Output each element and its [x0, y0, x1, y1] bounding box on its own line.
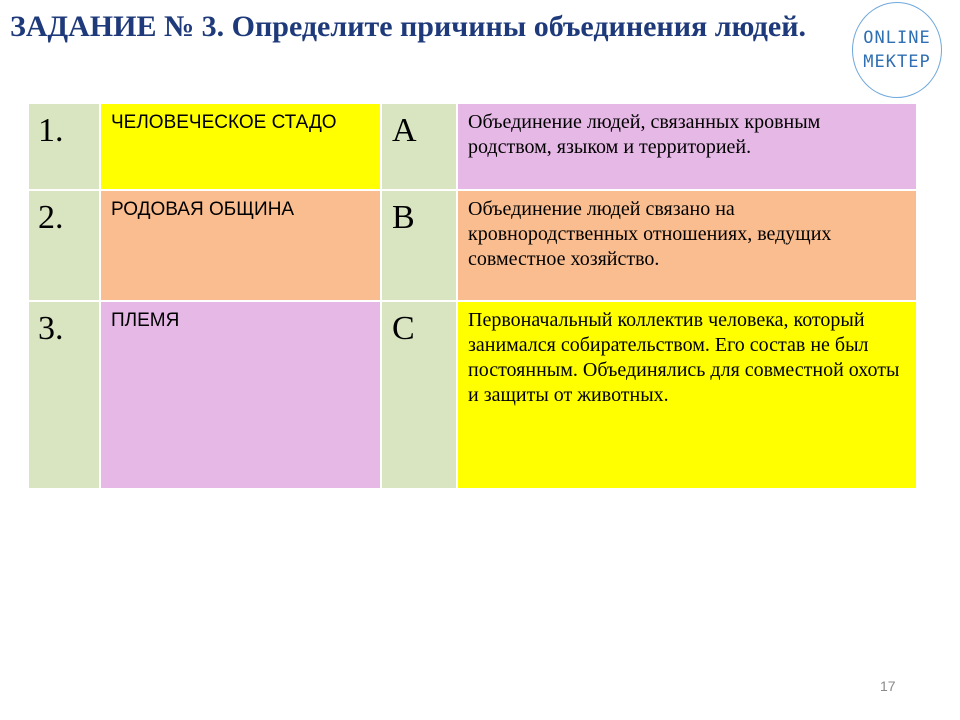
term-cell: ПЛЕМЯ — [100, 301, 381, 489]
logo-line-mektep: MEKTEP — [863, 52, 931, 72]
table-row — [28, 103, 917, 190]
definition-cell: Объединение людей, связанных кровным родством, языком и территорией. — [457, 103, 917, 190]
option-letter: С — [381, 301, 457, 489]
table-row — [28, 301, 917, 489]
task-number: ЗАДАНИЕ № 3. — [10, 10, 225, 43]
term-cell: ЧЕЛОВЕЧЕСКОЕ СТАДО — [100, 103, 381, 190]
page-number: 17 — [880, 678, 896, 694]
option-letter: А — [381, 103, 457, 190]
logo-line-online: ONLINE — [863, 28, 931, 48]
row-number: 1. — [28, 103, 100, 190]
task-title — [10, 8, 830, 46]
task-instruction: Определите причины объединения людей. — [224, 10, 807, 43]
table-row — [28, 190, 917, 301]
definition-cell: Первоначальный коллектив человека, который занимался собирательством. Его состав не был постоянным. Объединялись для совместной охоты и защиты от животных. — [457, 301, 917, 489]
option-letter: В — [381, 190, 457, 301]
term-cell: РОДОВАЯ ОБЩИНА — [100, 190, 381, 301]
row-number: 3. — [28, 301, 100, 489]
online-mektep-logo — [852, 2, 942, 98]
row-number: 2. — [28, 190, 100, 301]
matching-table — [27, 102, 918, 490]
definition-cell: Объединение людей связано на кровнородственных отношениях, ведущих совместное хозяйство. — [457, 190, 917, 301]
